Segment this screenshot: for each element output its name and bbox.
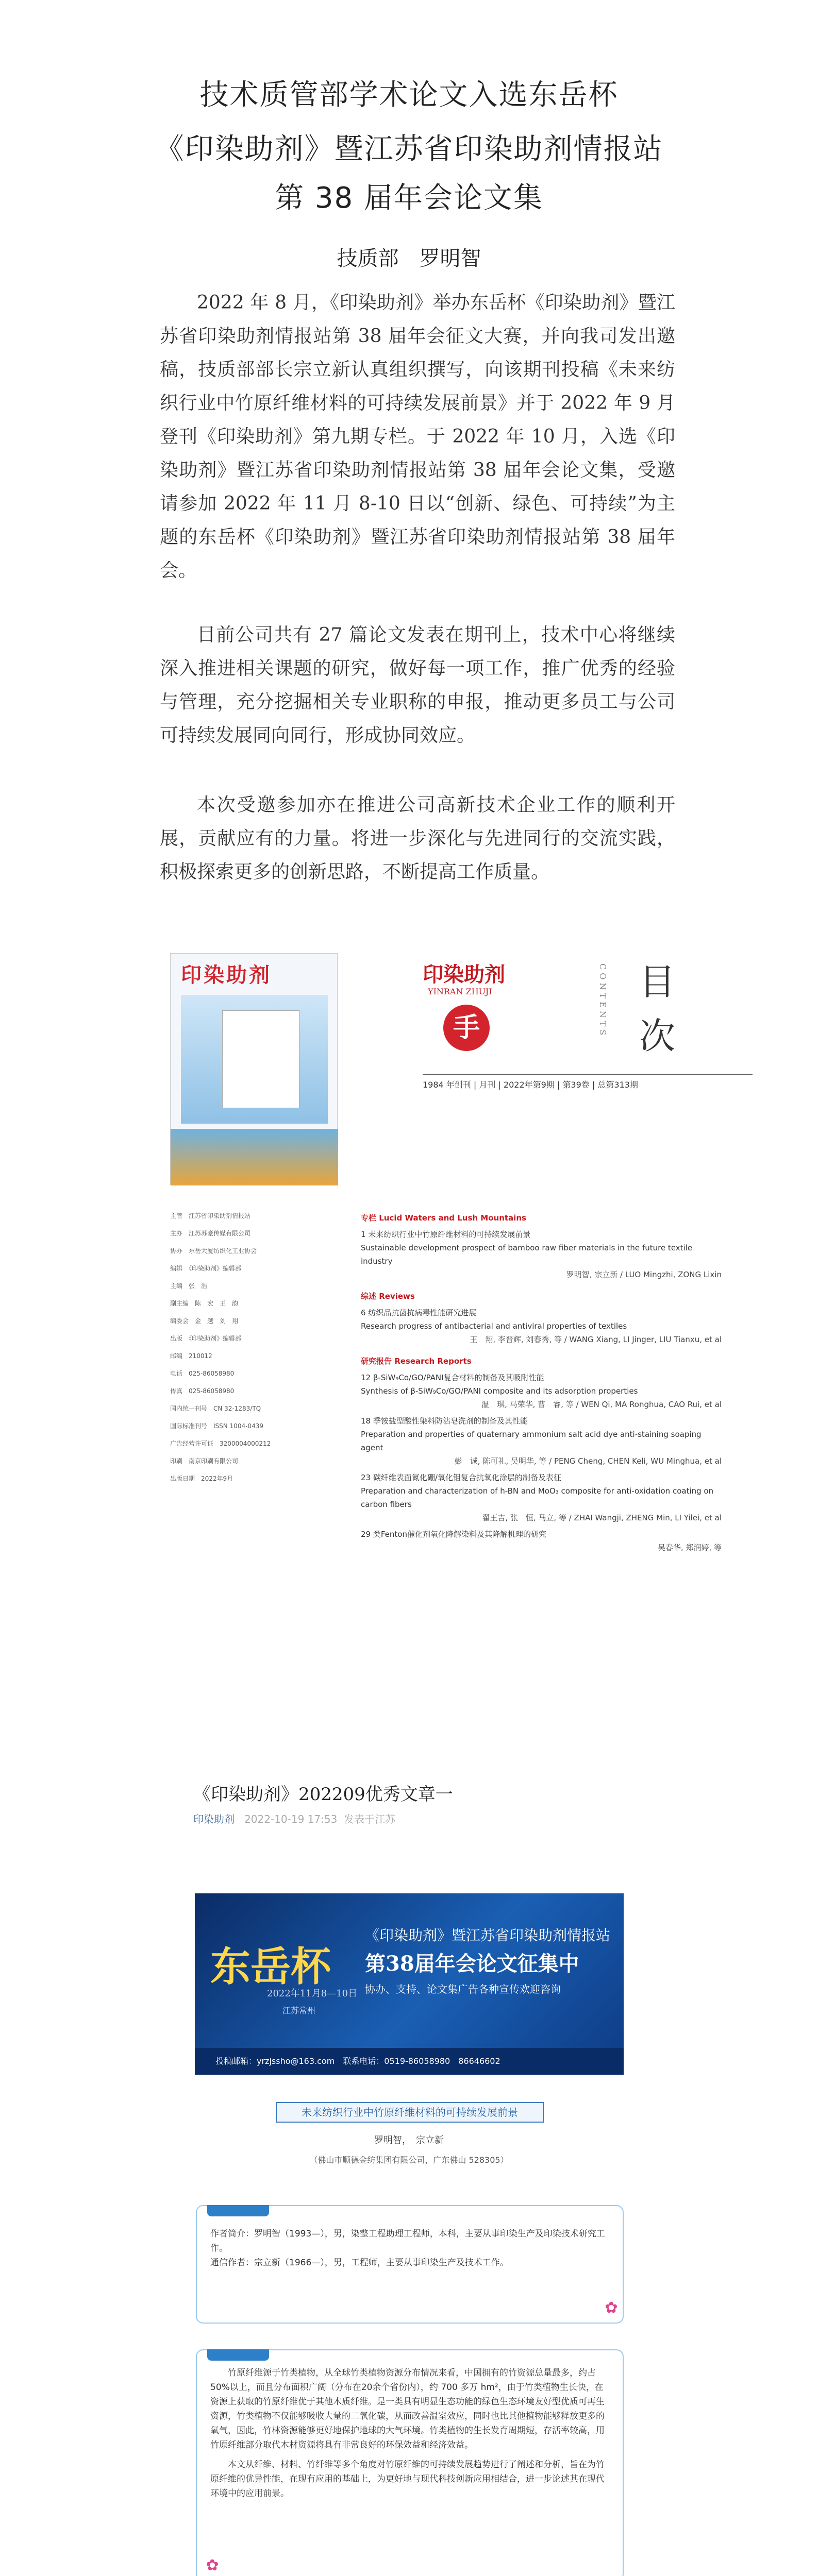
table-of-contents [361, 1203, 722, 1554]
toc-entry-en: Research progress of antibacterial and antiviral properties of textiles [361, 1321, 627, 1331]
paper-authors: 罗明智， 宗立新 [374, 2135, 444, 2146]
abstract-paragraph: 竹原纤维源于竹类植物，从全球竹类植物资源分布情况来看，中国拥有的竹资源总量最多，约占50%以上，而且分布面积广阔（分布在20余个省份内），约 700 多万 hm²，由于竹类植物生长快，在资源上获取的竹原纤维优于其他木质纤维。是一类具有明显生态功能的绿色生态环境友好型优质可再生资源，竹类植物不仅能够吸收大量的二氧化碳，从而改善温室效应，同时也比其他植物能够释放更多的氧气，因此，竹林资源能够更好地保护地球的大气环境。竹类植物的生长发育周期短，存活率较高，用竹原纤维部分取代木材资源将具有非常良好的环保效益和经济效益。 [210, 2368, 605, 2450]
toc-section-heading: 研究报告 Research Reports [361, 1357, 472, 1366]
toc-section-heading: 专栏 Lucid Waters and Lush Mountains [361, 1213, 526, 1223]
masthead-line: 印刷 南京印刷有限公司 [170, 1458, 239, 1465]
banner-date: 2022年11月8—10日 [267, 1988, 358, 1999]
article-title-line1: 技术质管部学术论文入选东岳杯 [199, 78, 619, 112]
author-info-card [196, 2205, 624, 2324]
banner-big-title: 东岳杯 [210, 1944, 331, 1990]
masthead [170, 1211, 356, 1491]
masthead-line: 主编 张 浩 [170, 1282, 208, 1290]
post-meta [193, 1811, 395, 1826]
brand-subtitle: YINRAN ZHUJI [428, 987, 492, 996]
cover-bottom-band [171, 1129, 338, 1185]
masthead-line: 国际标准刊号 ISSN 1004-0439 [170, 1422, 263, 1430]
banner-heading-2: 第38届年会论文征集中 [365, 1952, 579, 1976]
paper-title: 未来纺织行业中竹原纤维材料的可持续发展前景 [276, 2102, 544, 2123]
hand-logo-icon: 手 [443, 1005, 490, 1051]
card-tab [207, 2349, 269, 2361]
author-info-text [210, 2227, 611, 2270]
abstract-text [210, 2366, 611, 2501]
banner-heading-1: 《印染助剂》暨江苏省印染助剂情报站 [365, 1927, 611, 1944]
masthead-line: 传真 025-86058980 [170, 1387, 235, 1395]
toc-entry-en: Sustainable development prospect of bamboo raw fiber materials in the future textile industry [361, 1243, 693, 1266]
issue-info: 1984 年创刊 | 月刊 | 2022年第9期 | 第39卷 | 总第313期 [423, 1074, 753, 1090]
author-line-2: 通信作者：宗立新（1966—），男，工程师，主要从事印染生产及技术工作。 [210, 2258, 509, 2268]
masthead-line: 出版 《印染助剂》编辑部 [170, 1335, 242, 1342]
toc-entry-cn: 23 碳纤维表面氮化硼/氧化钼复合抗氧化涂层的制备及表征 [361, 1473, 561, 1482]
card-tab [207, 2205, 269, 2216]
toc-entry-authors: 翟王吉, 张 恒, 马立, 等 / ZHAI Wangji, ZHENG Min, LI Yilei, et al [482, 1513, 722, 1522]
masthead-line: 副主编 陈 宏 王 韵 [170, 1300, 239, 1307]
banner-contact: 投稿邮箱：yrzjssho@163.com 联系电话：0519-86058980 86646602 [195, 2048, 624, 2075]
conference-banner [195, 1893, 624, 2075]
toc-entry-authors: 温 琪, 马荣华, 曹 睿, 等 / WEN Qi, MA Ronghua, CAO Rui, et al [481, 1400, 722, 1409]
article-title-line3: 第 38 届年会论文集 [275, 181, 543, 215]
toc-entry-cn: 18 季铵盐型酸性染料防沾皂洗剂的制备及其性能 [361, 1416, 528, 1426]
abstract-card [196, 2349, 624, 2576]
author-line-1: 作者简介：罗明智（1993—），男，染整工程助理工程师，本科，主要从事印染生产及印染技术研究工作。 [210, 2229, 605, 2253]
body-paragraph: 2022 年 8 月，《印染助剂》举办东岳杯《印染助剂》暨江苏省印染助剂情报站第 38 届年会征文大赛，并向我司发出邀稿，技质部部长宗立新认真组织撰写，向该期刊投稿《未来纺织行业中竹原纤维材料的可持续发展前景》并于 2022 年 9 月登刊《印染助剂》第九期专栏。于 2022 年 10 月，入选《印染助剂》暨江苏省印染助剂情报站第 38 届年会论文集，受邀请参加 2022 年 11 月 8-10 日以“创新、绿色、可持续”为主题的东岳杯《印染助剂》暨江苏省印染助剂情报站第 38 届年会。 [160, 292, 675, 581]
toc-entry-en: Preparation and properties of quaternary ammonium salt acid dye anti-staining soaping agent [361, 1430, 702, 1452]
masthead-line: 编辑 《印染助剂》编辑部 [170, 1265, 242, 1272]
masthead-line: 编委会 金 越 刘 翔 [170, 1317, 239, 1325]
masthead-line: 广告经营许可证 3200004000212 [170, 1440, 271, 1447]
toc-entry-cn: 6 纺织品抗菌抗病毒性能研究进展 [361, 1308, 477, 1317]
masthead-line: 出版日期 2022年9月 [170, 1475, 233, 1482]
toc-entry-authors: 罗明智, 宗立新 / LUO Mingzhi, ZONG Lixin [566, 1270, 722, 1279]
toc-entry-cn: 12 β-SiW₉Co/GO/PANI复合材料的制备及其吸附性能 [361, 1373, 544, 1382]
body-paragraph: 目前公司共有 27 篇论文发表在期刊上，技术中心将继续深入推进相关课题的研究，做好每一项工作，推广优秀的经验与管理，充分挖掘相关专业职称的申报，推动更多员工与公司可持续发展同向同行，形成协同效应。 [160, 624, 675, 746]
toc-entry[interactable] [361, 1228, 722, 1281]
toc-section-heading: 综述 Reviews [361, 1292, 415, 1301]
banner-heading-3: 协办、支持、论文集广告各种宣传欢迎咨询 [365, 1983, 561, 1995]
masthead-line: 主管 江苏省印染助剂情报站 [170, 1212, 251, 1219]
toc-entry[interactable] [361, 1528, 722, 1554]
magazine-cover-image [170, 953, 338, 1185]
body-paragraph: 本次受邀参加亦在推进公司高新技术企业工作的顺利开展，贡献应有的力量。将进一步深化与先进同行的交流实践，积极探索更多的创新思路，不断提高工作质量。 [160, 794, 675, 883]
cover-document-graphic [222, 1010, 299, 1108]
flower-icon: ✿ [206, 2556, 219, 2574]
byline: 技质部 罗明智 [337, 247, 481, 270]
contents-char-mu: 目 [639, 961, 675, 1003]
masthead-line: 国内统一刊号 CN 32-1283/TQ [170, 1405, 261, 1412]
post-source-link[interactable]: 印染助剂 [193, 1813, 235, 1825]
toc-entry-cn: 1 未来纺织行业中竹原纤维材料的可持续发展前景 [361, 1230, 531, 1239]
post-caption: 《印染助剂》202209优秀文章一 [193, 1784, 453, 1805]
brand-logo: 印染助剂 [423, 962, 505, 987]
toc-entry[interactable] [361, 1471, 722, 1524]
masthead-line: 电话 025-86058980 [170, 1370, 235, 1377]
toc-entry-authors: 彭 诚, 陈可礼, 吴明华, 等 / PENG Cheng, CHEN Keli, WU Minghua, et al [454, 1456, 722, 1466]
masthead-line: 邮编 210012 [170, 1352, 212, 1360]
masthead-line: 主办 江苏苏豪传媒有限公司 [170, 1230, 251, 1237]
abstract-paragraph: 本文从纤维、材料、竹纤维等多个角度对竹原纤维的可持续发展趋势进行了阐述和分析，旨在为竹原纤维的优异性能，在现有应用的基础上，为更好地与现代科技创新应用相结合，进一步论述其在现代环境中的应用前景。 [210, 2460, 605, 2499]
toc-entry-cn: 29 类Fenton催化剂氧化降解染料及其降解机理的研究 [361, 1530, 546, 1539]
toc-entry[interactable] [361, 1414, 722, 1468]
masthead-line: 协办 东岳大厦纺织化工业协会 [170, 1247, 257, 1255]
post-date: 2022-10-19 17:53 [244, 1813, 338, 1825]
cover-logo: 印染助剂 [181, 963, 272, 987]
toc-entry-en: Synthesis of β-SiW₉Co/GO/PANI composite and its adsorption properties [361, 1386, 638, 1396]
paper-affiliation: （佛山市顺德金纺集团有限公司，广东佛山 528305） [309, 2155, 509, 2165]
toc-entry[interactable] [361, 1371, 722, 1411]
toc-entry[interactable] [361, 1306, 722, 1346]
contents-char-ci: 次 [639, 1015, 675, 1057]
flower-icon: ✿ [605, 2299, 618, 2317]
banner-location: 江苏常州 [282, 2006, 316, 2015]
contents-label: CONTENTS [598, 963, 608, 1039]
contents-header [423, 953, 753, 1061]
article-title-line2: 《印染助剂》暨江苏省印染助剂情报站 [155, 132, 663, 166]
toc-entry-authors: 王 翔, 李晋辉, 刘春秀, 等 / WANG Xiang, LI Jinger, LIU Tianxu, et al [470, 1335, 722, 1344]
toc-entry-authors: 吴春华, 郑润婷, 等 [657, 1543, 722, 1552]
toc-entry-en: Preparation and characterization of h-BN and MoO₃ composite for anti-oxidation coating on carbon fibers [361, 1486, 714, 1509]
post-place: 发表于江苏 [344, 1813, 396, 1825]
